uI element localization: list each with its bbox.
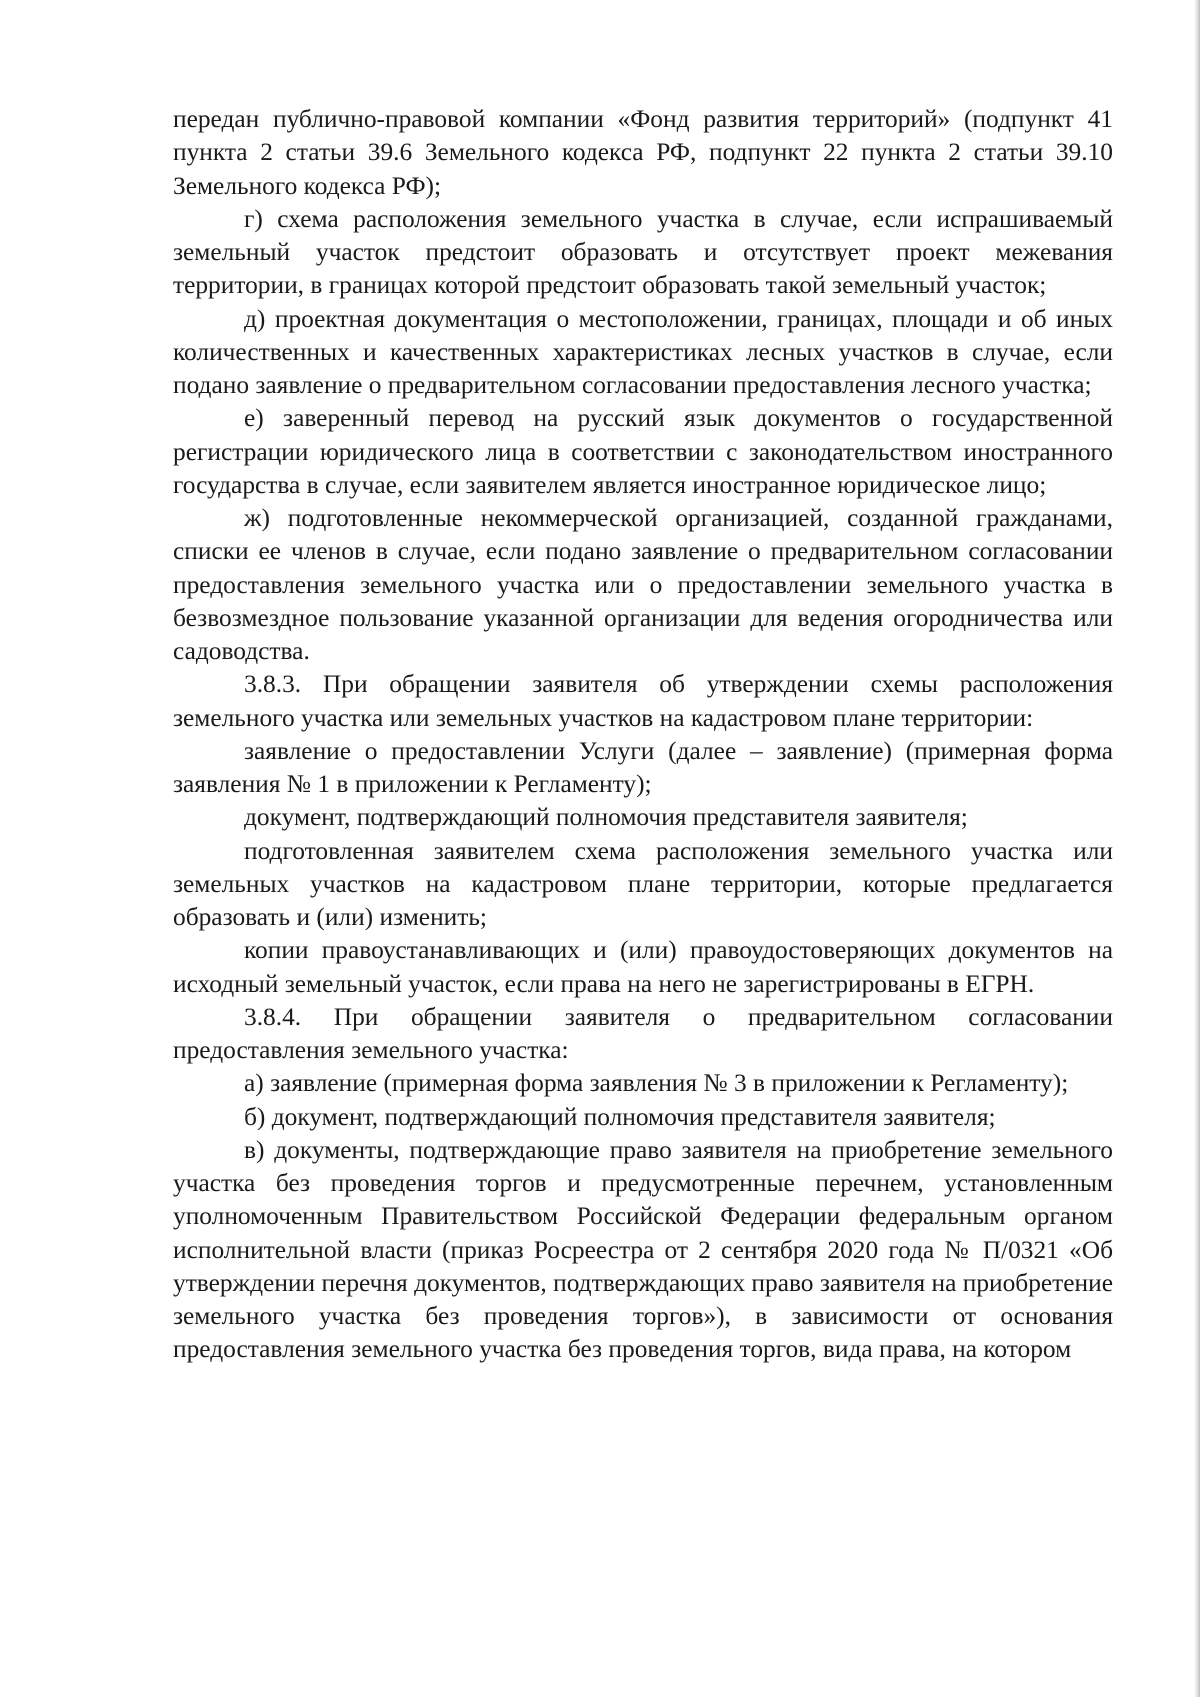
paragraph-layout-scheme: подготовленная заявителем схема расположения земельного участка или земельных участков на кадастровом плане территории, которые предлагается образовать и (или) изменить; (173, 836, 1113, 931)
page-edge-shadow (1194, 0, 1200, 1697)
paragraph-item-d: д) проектная документация о местоположении, границах, площади и об иных количественных и качественных характеристиках лесных участков в случае, если подано заявление о предварительном согласовании предоставления лесного участка; (173, 304, 1113, 399)
paragraph-section-3-8-4: 3.8.4. При обращении заявителя о предварительном согласовании предоставления земельного участка: (173, 1002, 1113, 1064)
document-body (173, 103, 1113, 1367)
paragraph-item-zh: ж) подготовленные некоммерческой организацией, созданной гражданами, списки ее членов в случае, если подано заявление о предварительном согласовании предоставления земельного участка или о предоставлении земельного участка в безвозмездное пользование указанной организации для ведения огородничества или садоводства. (173, 504, 1113, 665)
paragraph-authority-document: документ, подтверждающий полномочия представителя заявителя; (244, 803, 968, 832)
paragraph-item-g: г) схема расположения земельного участка в случае, если испрашиваемый земельный участок предстоит образовать и отсутствует проект межевания территории, в границах которой предстоит образовать такой земельный участок; (173, 204, 1113, 300)
paragraph-item-v: в) документы, подтверждающие право заявителя на приобретение земельного участка без проведения торгов и предусмотренные перечнем, установленным уполномоченным Правительством Российской Федерации федеральным органом исполнительной власти (приказ Росреестра от 2 сентября 2020 года № П/0321 «Об утверждении перечня документов, подтверждающих право заявителя на приобретение земельного участка без проведения торгов»), в зависимости от основания предоставления земельного участка без проведения торгов, вида права, на котором (173, 1135, 1113, 1364)
paragraph-application: заявление о предоставлении Услуги (далее – заявление) (примерная форма заявления № 1 в приложении к Регламенту); (173, 736, 1113, 798)
paragraph-item-e: е) заверенный перевод на русский язык документов о государственной регистрации юридического лица в соответствии с законодательством иностранного государства в случае, если заявителем является иностранное юридическое лицо; (173, 404, 1113, 499)
paragraph-item-b: б) документ, подтверждающий полномочия представителя заявителя; (244, 1102, 996, 1131)
paragraph-continuation: передан публично-правовой компании «Фонд развития территорий» (подпункт 41 пункта 2 статьи 39.6 Земельного кодекса РФ, подпункт 22 пункта 2 статьи 39.10 Земельного кодекса РФ); (173, 105, 1113, 200)
paragraph-title-copies: копии правоустанавливающих и (или) правоудостоверяющих документов на исходный земельный участок, если права на него не зарегистрированы в ЕГРН. (173, 936, 1113, 998)
paragraph-item-a: а) заявление (примерная форма заявления № 3 в приложении к Регламенту); (244, 1069, 1069, 1098)
paragraph-section-3-8-3: 3.8.3. При обращении заявителя об утверждении схемы расположения земельного участка или земельных участков на кадастровом плане территории: (173, 670, 1113, 732)
